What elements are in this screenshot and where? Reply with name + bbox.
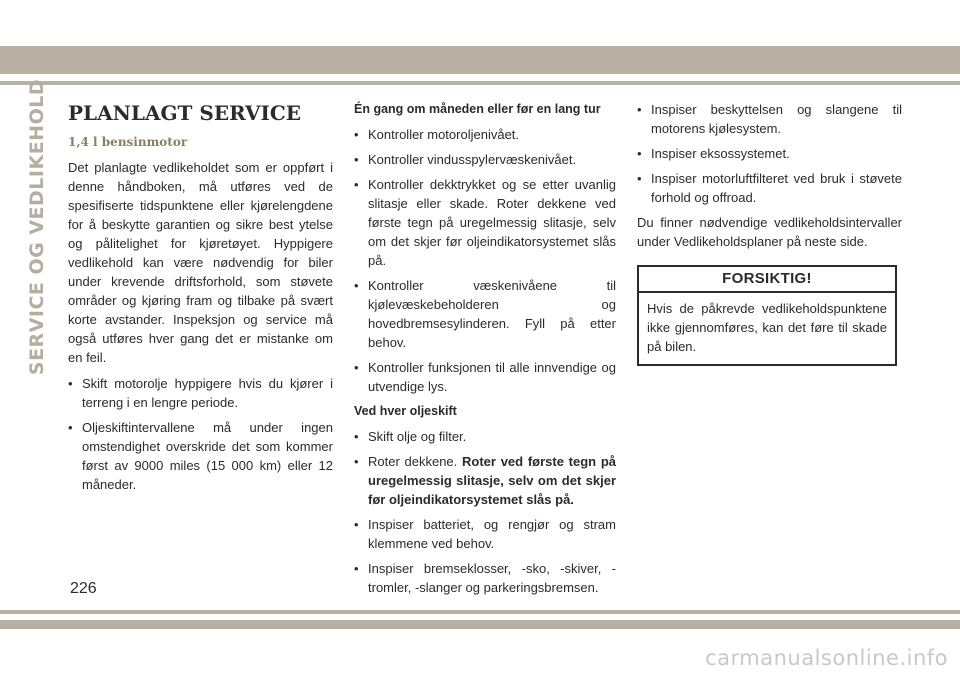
caution-box [637, 265, 897, 366]
column-1 [68, 100, 333, 500]
column-3 [637, 100, 902, 366]
oil-change-checklist [354, 427, 616, 597]
list-item: • Kontroller funksjonen til alle innvendige og utvendige lys. [354, 358, 616, 396]
list-item [354, 452, 616, 509]
oil-change-heading: Ved hver oljeskift [354, 404, 457, 418]
list-item: • Inspiser batteriet, og rengjør og stram klemmene ved behov. [354, 515, 616, 553]
list-item: • Kontroller væskenivåene til kjølevæskebeholderen og hovedbremsesylinderen. Fyll på etter behov. [354, 276, 616, 352]
rotate-tires-text: Roter dekkene. [368, 454, 463, 469]
list-item: • Kontroller vindusspylervæskenivået. [354, 150, 616, 169]
rotate-tires-warning: Roter ved første tegn på uregelmessig slitasje, selv om det skjer før oljeindikatorsystemet slås på. [368, 454, 616, 507]
list-item: • Inspiser motorluftfilteret ved bruk i støvete forhold og offroad. [637, 169, 902, 207]
monthly-heading: Én gang om måneden eller før en lang tur [354, 102, 601, 116]
section-side-tab-label: SERVICE OG VEDLIKEHOLD [26, 78, 49, 376]
column-2 [354, 100, 616, 603]
header-band [0, 46, 960, 74]
section-side-tab [22, 78, 52, 376]
header-rule [0, 81, 960, 85]
caution-title: FORSIKTIG! [639, 267, 895, 293]
footer-rule [0, 610, 960, 614]
inspection-checklist [637, 100, 902, 207]
page-number: 226 [70, 580, 97, 597]
list-item: • Skift motorolje hyppigere hvis du kjører i terreng i en lengre periode. [68, 374, 333, 412]
page-title: PLANLAGT SERVICE [68, 101, 302, 125]
oil-change-notes-list [68, 374, 333, 494]
watermark: carmanualsonline.info [705, 646, 948, 670]
list-item: • Inspiser eksossystemet. [637, 144, 902, 163]
footer-band [0, 620, 960, 629]
caution-text: Hvis de påkrevde vedlikeholdspunktene ikke gjennomføres, kan det føre til skade på bilen. [647, 301, 887, 354]
schedule-reference-note: Du finner nødvendige vedlikeholdsintervaller under Vedlikeholdsplaner på neste side. [637, 215, 902, 249]
list-item: • Inspiser beskyttelsen og slangene til motorens kjølesystem. [637, 100, 902, 138]
engine-subheading: 1,4 l bensinmotor [68, 135, 188, 149]
list-item: • Oljeskiftintervallene må under ingen omstendighet overskride det som kommer først av 9000 miles (15 000 km) eller 12 måneder. [68, 418, 333, 494]
list-item: • Kontroller dekktrykket og se etter uvanlig slitasje eller skade. Roter dekkene ved første tegn på uregelmessig slitasje, selv om det skjer før oljeindikatorsystemet slås på. [354, 175, 616, 270]
monthly-checklist [354, 125, 616, 396]
intro-paragraph: Det planlagte vedlikeholdet som er oppført i denne håndboken, må utføres ved de spesifiserte tidspunktene eller kjørelengdene for å beskytte garantien og sikre best ytelse og pålitelighet for kjøretøyet. Hyppigere vedlikehold kan være nødvendig for biler under krevende driftsforhold, som støvete områder og kjøring fram og tilbake på svært korte avstander. Inspeksjon og service må også utføres hver gang det er mistanke om en feil. [68, 160, 333, 365]
list-item: • Inspiser bremseklosser, -sko, -skiver, -tromler, -slanger og parkeringsbremsen. [354, 559, 616, 597]
list-item: • Skift olje og filter. [354, 427, 616, 446]
list-item: • Kontroller motoroljenivået. [354, 125, 616, 144]
